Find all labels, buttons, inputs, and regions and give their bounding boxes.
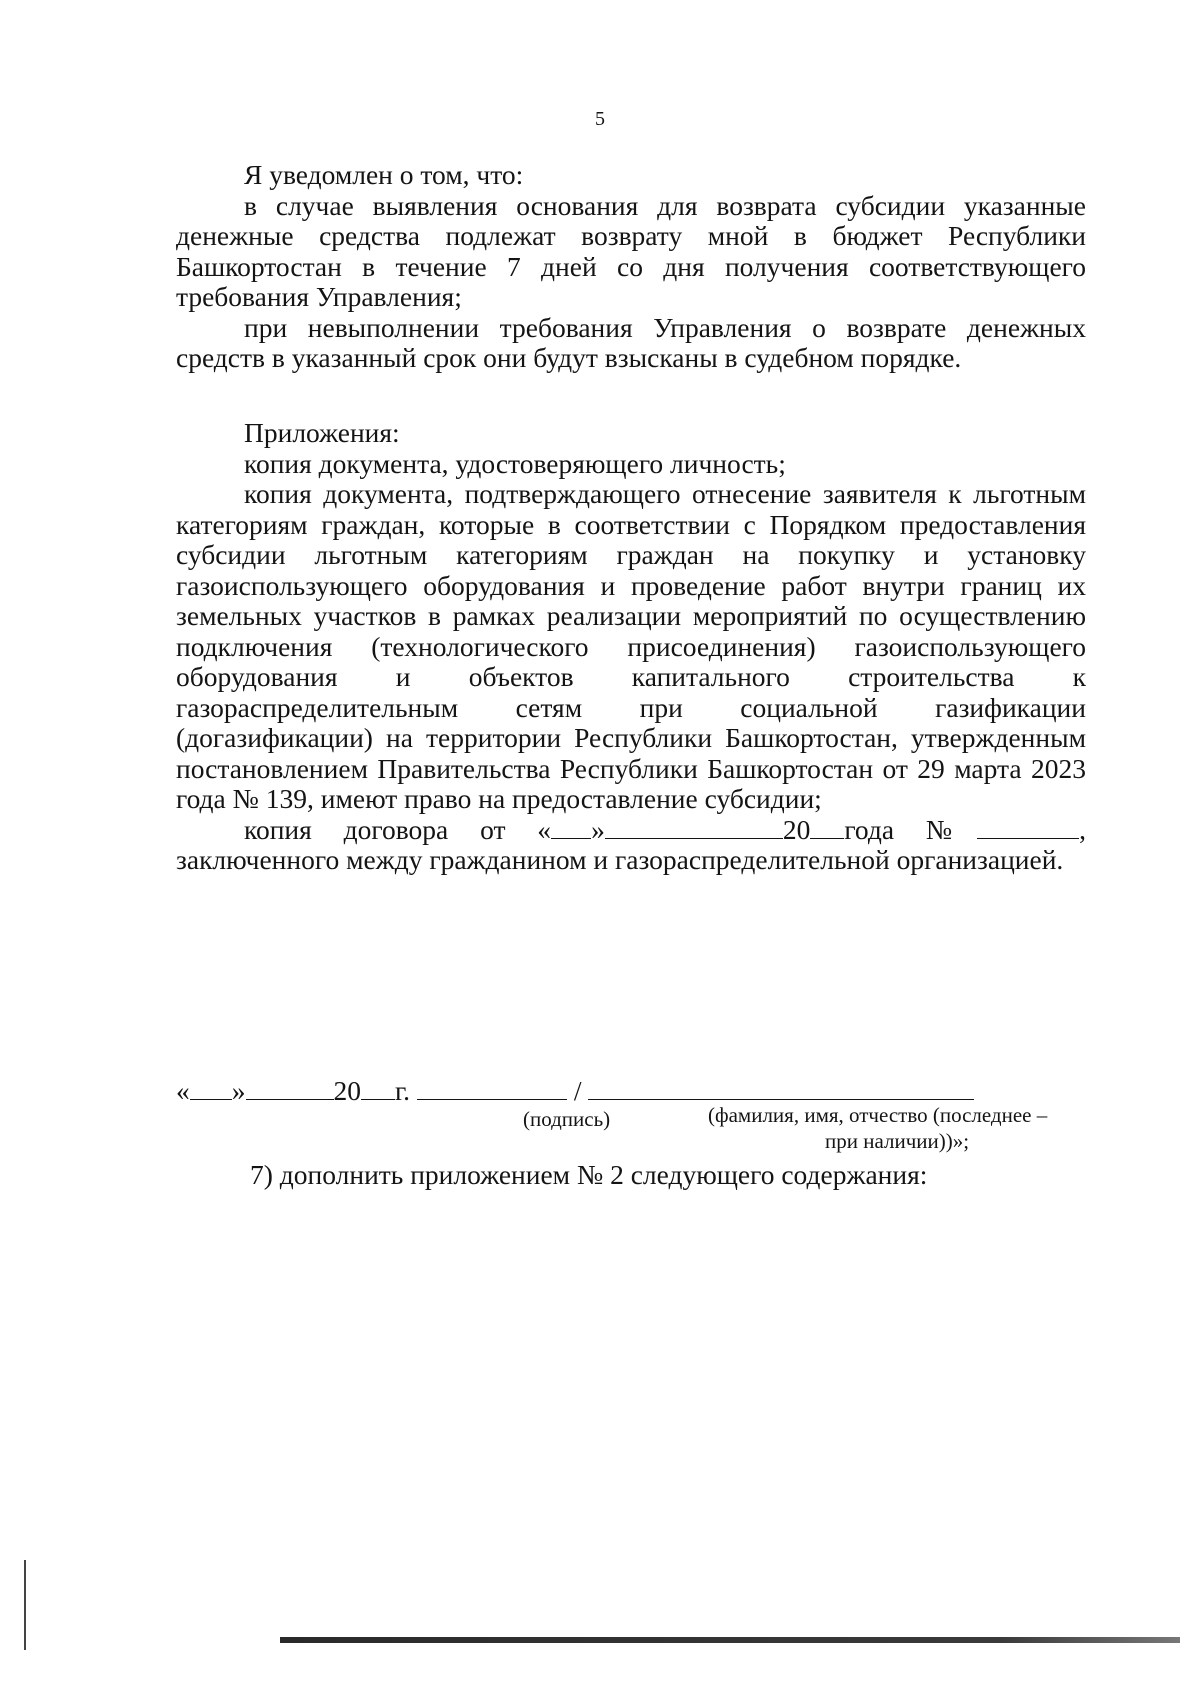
contract-number-label: года № <box>844 813 978 845</box>
attachment-identity-copy: копия документа, удостоверяющего личность; <box>244 447 786 479</box>
date-year-prefix: 20 <box>333 1075 361 1106</box>
amendment-item: 7) дополнить приложением № 2 следующего содержания: <box>250 1159 928 1190</box>
scan-edge-bottom <box>280 1637 1180 1643</box>
attachments-heading: Приложения: <box>244 417 400 448</box>
notice-item-court: при невыполнении требования Управления о возврате денежных средств в указанный срок они будут взысканы в судебном порядке. <box>176 311 1086 373</box>
contract-comma: , <box>1079 813 1086 845</box>
date-year-blank[interactable] <box>361 1077 395 1100</box>
signature-blank[interactable] <box>417 1077 567 1100</box>
contract-day-blank[interactable] <box>551 816 591 839</box>
full-name-caption-line2: при наличии))»; <box>825 1129 970 1153</box>
signature-slash: / <box>573 1075 582 1106</box>
contract-prefix: копия договора от « <box>244 813 552 845</box>
date-day-blank[interactable] <box>190 1077 232 1100</box>
full-name-caption-line1: (фамилия, имя, отчество (последнее – <box>708 1103 1048 1127</box>
full-name-blank[interactable] <box>588 1077 974 1100</box>
attachment-category-copy: копия документа, подтверждающего отнесение заявителя к льготным категориям граждан, которые в соответствии с Порядком предоставления субсидии льготным категориям граждан на покупку и установку газоиспользующего оборудования и проведение работ внутри границ их земельных участков в рамках реализации мероприятий по осуществлению подключения (технологического присоединения) газоиспользующего оборудования и объектов капитального строительства к газораспределительным сетям при социальной газификации (догазификации) на территории Республики Башкортостан, утвержденным постановлением Правительства Республики Башкортостан от 29 марта 2023 года № 139, имеют право на предоставление субсидии; <box>176 478 1086 814</box>
date-month-blank[interactable] <box>246 1077 334 1100</box>
notice-intro: Я уведомлен о том, что: <box>244 159 524 190</box>
notice-item-return: в случае выявления основания для возврата субсидии указанные денежные средства подлежат возврату мной в бюджет Республики Башкортостан в течение 7 дней со дня получения соответствующего требования Управления; <box>176 189 1086 312</box>
contract-number-blank[interactable] <box>977 816 1079 839</box>
attachments-section <box>176 418 1086 876</box>
contract-month-blank[interactable] <box>605 816 783 839</box>
page-number: 5 <box>595 108 605 130</box>
signature-date-line <box>176 1076 1086 1106</box>
signature-caption: (подпись) <box>523 1107 611 1131</box>
attachment-contract-copy-rest: заключенного между гражданином и газораспределительной организацией. <box>176 844 1064 875</box>
date-quote-close: » <box>231 1075 246 1106</box>
date-year-suffix: г. <box>395 1075 411 1106</box>
contract-year-prefix: 20 <box>782 813 811 845</box>
contract-year-blank[interactable] <box>810 816 844 839</box>
date-quote-open: « <box>176 1075 190 1106</box>
attachment-contract-copy-line <box>176 815 1086 846</box>
scan-edge-left <box>24 1560 26 1650</box>
notice-section <box>176 160 1086 374</box>
contract-quote-close: » <box>591 813 605 845</box>
